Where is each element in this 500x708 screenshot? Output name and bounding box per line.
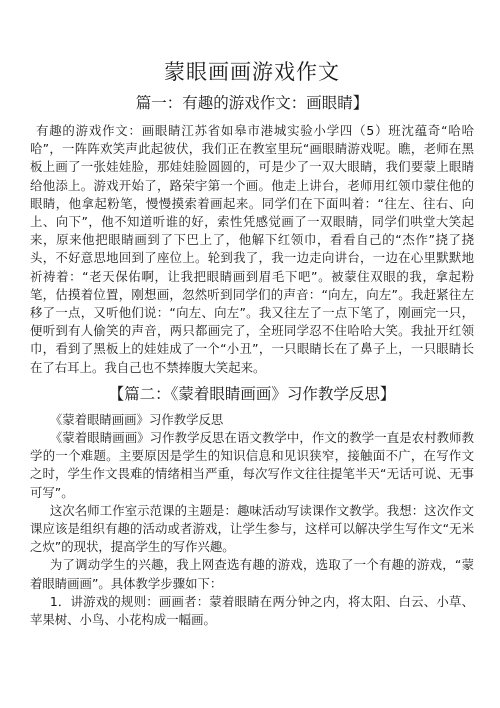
article1-paragraph: 有趣的游戏作文：画眼睛江苏省如皋市港城实验小学四（5）班沈蕴奇“哈哈哈”，一阵阵欢笑声此起彼伏，我们正在教室里玩“画眼睛游戏呢。瞧，老师在黑板上画了一张娃娃脸，那娃娃脸圆圆的，可是少了一双大眼睛，我们要蒙上眼睛给他添上。游戏开始了，路荣宇第一个画。他走上讲台，老师用红领巾蒙住他的眼睛，他拿起粉笔，慢慢摸索着画起来。同学们在下面叫着：“往左、往右、向上、向下”，他不知道听谁的好，索性凭感觉画了一双眼睛，同学们哄堂大笑起来，原来他把眼睛画到了下巴上了，他解下红领巾，看看自己的“杰作”挠了挠头，不好意思地回到了座位上。轮到我了，我一边走向讲台，一边在心里默默地祈祷着：“老天保佑啊，让我把眼睛画到眉毛下吧”。被蒙住双眼的我，拿起粉笔，估摸着位置，刚想画，忽然听到同学们的声音：“向左，向左”。我赶紧往左移了一点，又听他们说：“向左、向左”。我又往左了一点下笔了，刚画完一只，便听到有人偷笑的声音，两只都画完了，全班同学忍不住哈哈大笑。我扯开红领巾，看到了黑板上的娃娃成了一个“小丑”，一只眼睛长在了鼻子上，一只眼睛长在了右耳上。我自己也不禁捧腹大笑起来。 (30, 123, 474, 375)
section2-paragraph-4: 为了调动学生的兴趣，我上网查选有趣的游戏，选取了一个有趣的游戏，“蒙着眼睛画画”。具体教学步骤如下： (30, 557, 474, 591)
section1-heading: 篇一：有趣的游戏作文：画眼睛】 (135, 94, 369, 112)
section2-paragraph-5: 1．讲游戏的规则：画画者：蒙着眼睛在两分钟之内，将太阳、白云、小草、苹果树、小鸟、小花构成一幅画。 (30, 593, 474, 628)
section2-heading: 【篇二：《蒙着眼睛画画》习作教学反思】 (108, 384, 396, 403)
section2-paragraph-2: 《蒙着眼睛画画》习作教学反思在语文教学中，作文的教学一直是农村教师教学的一个难题。主要原因是学生的知识信息和见识狭窄，接触面不广，在写作文之时，学生作文畏难的情绪相当严重，每次写作文往往提笔半天“无话可说、无事可写”。 (30, 430, 474, 500)
section2-paragraph-3: 这次名师工作室示范课的主题是：趣味活动写读课作文教学。我想：这次作文课应该是组织有趣的活动或者游戏，让学生参与，这样可以解决学生写作文“无米之炊”的现状，提高学生的写作兴趣。 (30, 502, 474, 555)
document-title: 蒙眼画画游戏作文 (164, 60, 340, 84)
section2-paragraph-1: 《蒙着眼睛画画》习作教学反思 (49, 411, 224, 427)
document-page (30, 58, 474, 629)
